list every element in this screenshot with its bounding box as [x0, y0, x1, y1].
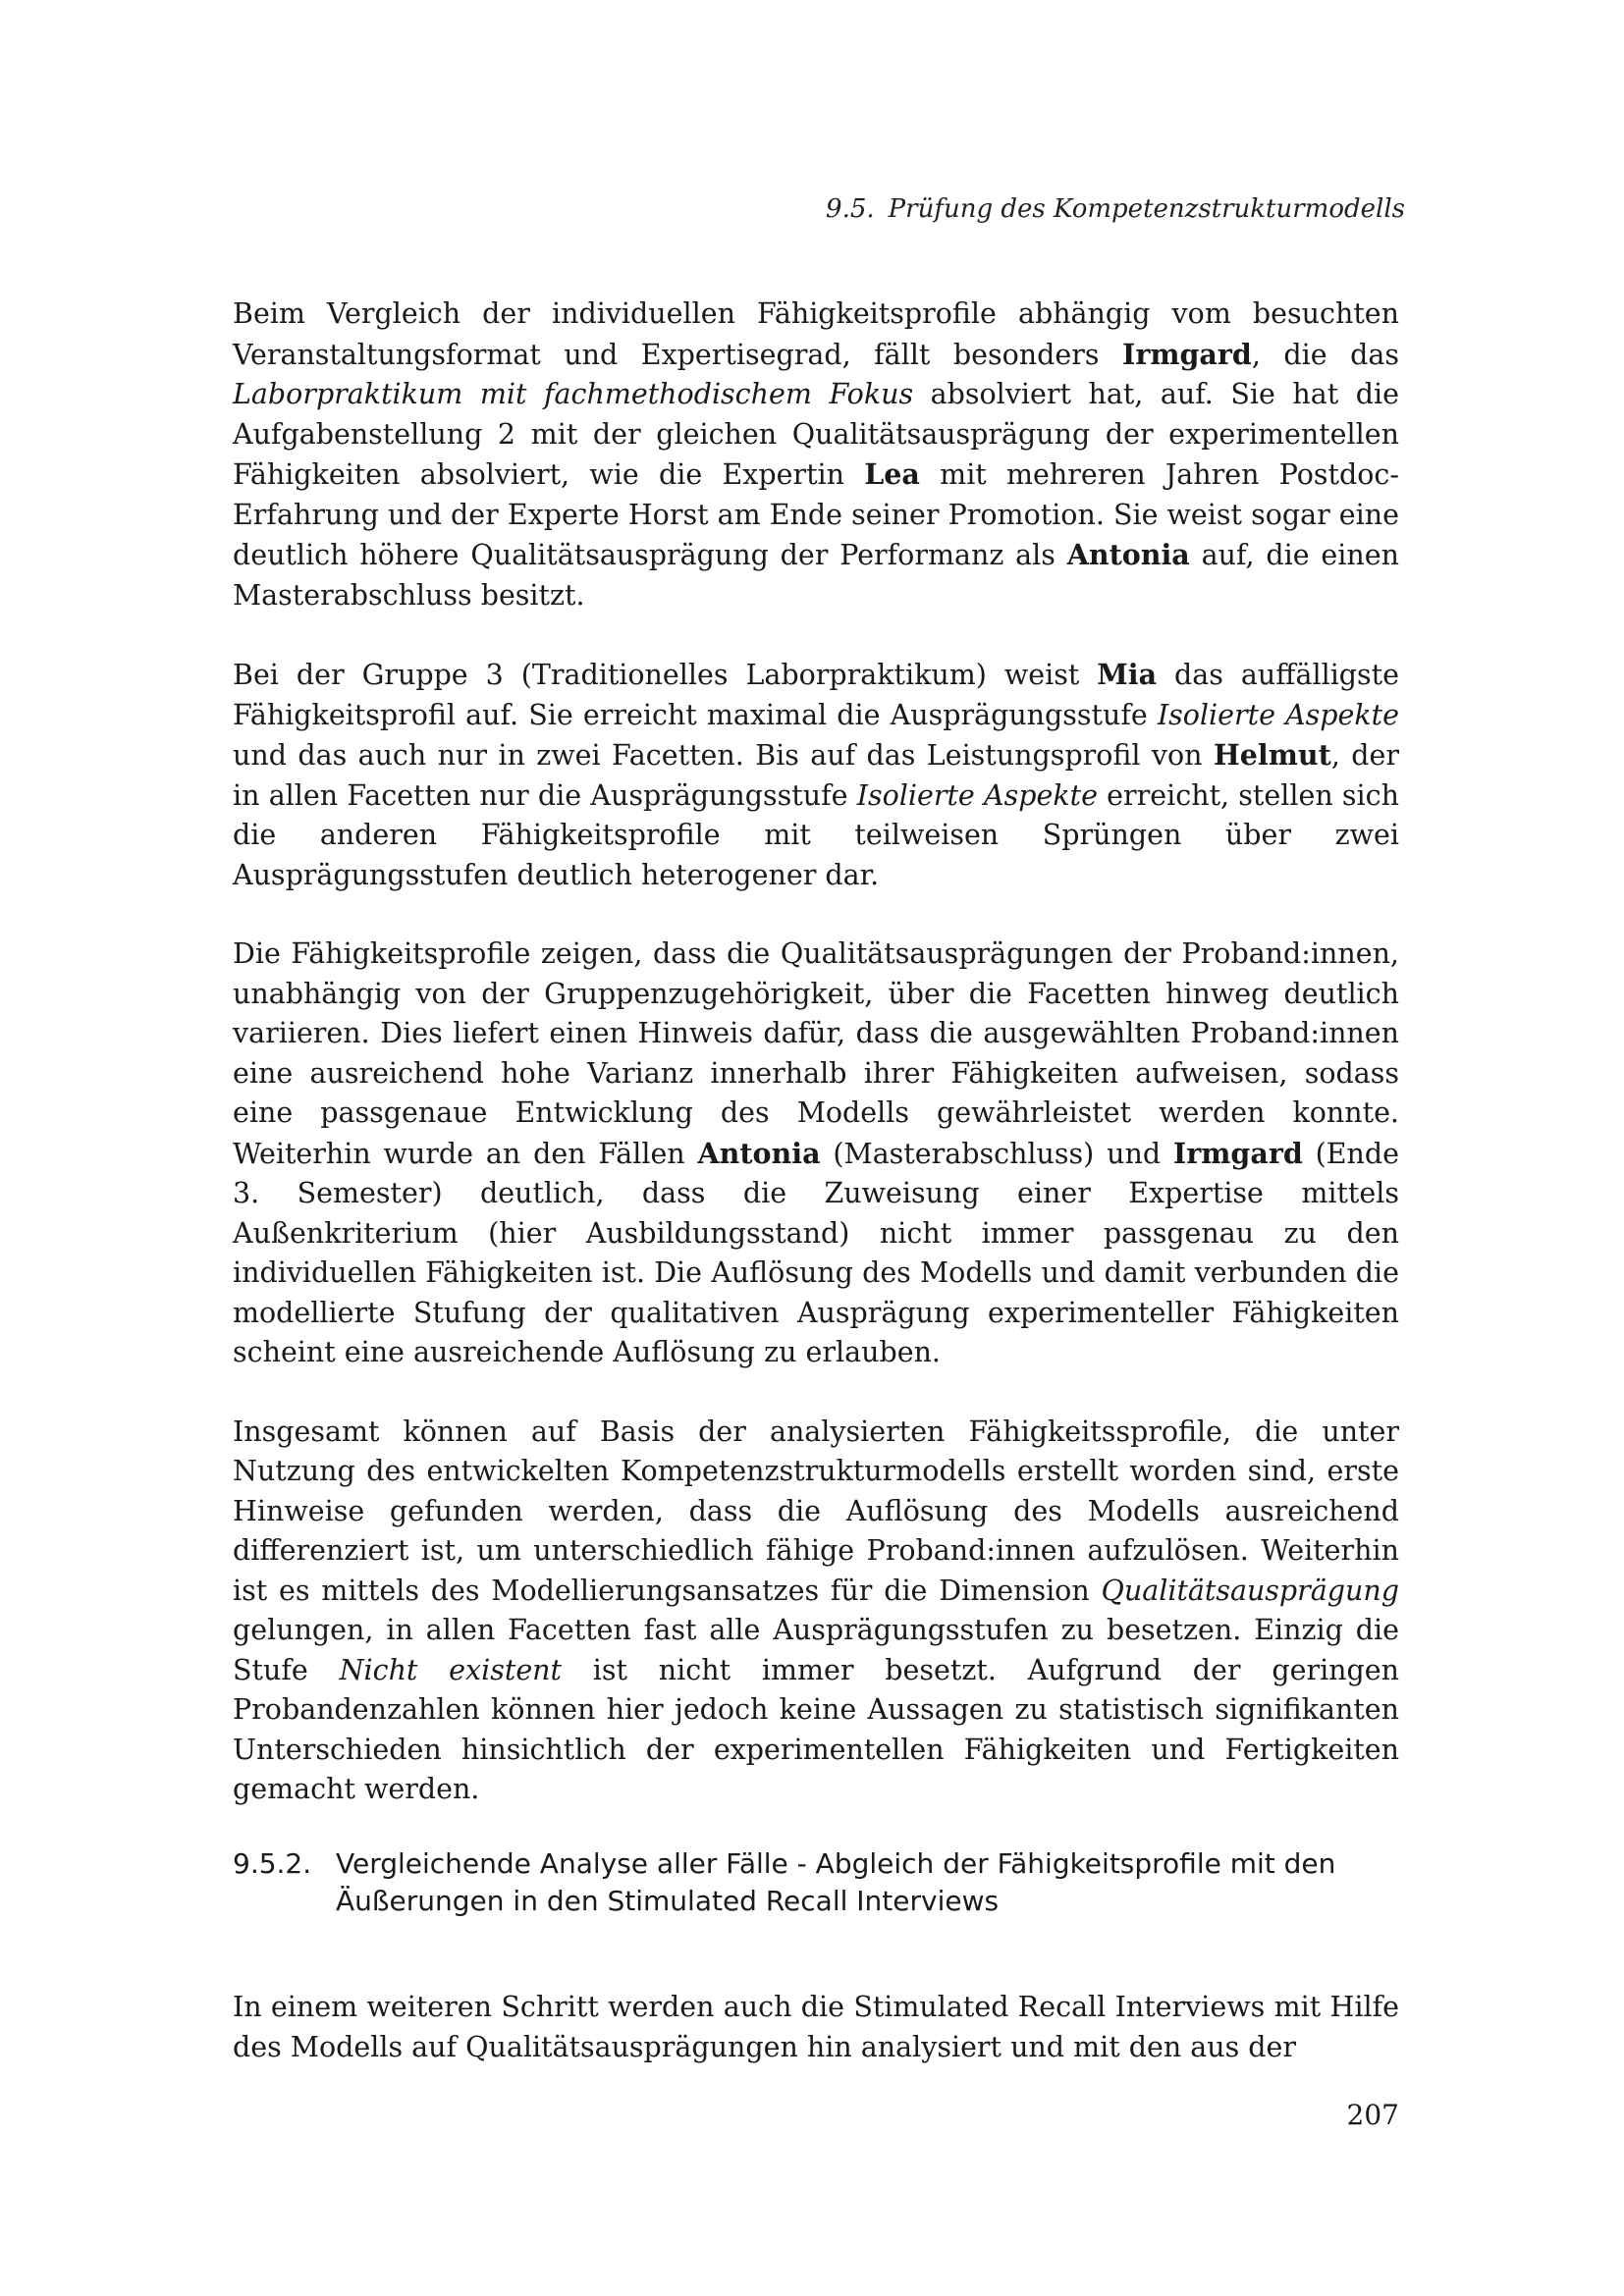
text-run: absolviert hat, auf. Sie hat die Aufgabenstellung 2 mit der gleichen Qualitätsausprägung der experimentellen Fähigkeiten absolviert, wie die Expertin [233, 378, 1400, 491]
emphasis-course-format: Laborpraktikum mit fachmethodischem Fokus [233, 378, 914, 410]
emphasis-dimension: Qualitätsausprägung [1101, 1574, 1399, 1607]
subsection-number: 9.5.2. [233, 1847, 312, 1880]
paragraph-1 [233, 294, 1399, 615]
running-header [826, 194, 1405, 224]
paragraph-3 [233, 934, 1399, 1373]
emphasis-level: Nicht existent [339, 1653, 562, 1686]
text-run: erreicht, stellen sich die anderen Fähigkeitsprofile mit teilweisen Sprüngen über zwei Ausprägungsstufen deutlich heterogener dar. [233, 778, 1399, 891]
text-run: mit mehreren Jahren Postdoc-Erfahrung und der Experte Horst am Ende seiner Promotion. Sie weist sogar eine deutlich höhere Qualitätsausprägung der Performanz als [233, 458, 1399, 571]
text-run: Beim Vergleich der individuellen Fähigkeitsprofile abhängig vom besuchten Veranstaltungsformat und Expertisegrad, fällt besonders [233, 297, 1399, 371]
text-run: ist nicht immer besetzt. Aufgrund der geringen Probandenzahlen können hier jedoch keine Aussagen zu statistisch signifikanten Unterschieden hinsichtlich der experimentellen Fähigkeiten und Fertigkeiten gemacht werden. [233, 1653, 1399, 1805]
subsection-title: Vergleichende Analyse aller Fälle - Abgleich der Fähigkeitsprofile mit den Äußerungen in den Stimulated Recall Interviews [336, 1847, 1336, 1917]
name-antonia: Antonia [1066, 538, 1190, 571]
body-text [233, 294, 1399, 1810]
name-helmut: Helmut [1213, 738, 1331, 772]
continuation-paragraph: In einem weiteren Schritt werden auch die Stimulated Recall Interviews mit Hilfe des Modells auf Qualitätsausprägungen hin analysiert und mit den aus der [233, 1991, 1399, 2063]
paragraph-2 [233, 655, 1399, 895]
text-run: und das auch nur in zwei Facetten. Bis auf das Leistungsprofil von [233, 739, 1214, 772]
name-lea: Lea [864, 457, 920, 491]
paragraph-4 [233, 1413, 1399, 1810]
text-run: Die Fähigkeitsprofile zeigen, dass die Qualitätsausprägungen der Proband:innen, unabhängig von der Gruppenzugehörigkeit, über die Facetten hinweg deutlich variieren. Dies liefert einen Hinweis dafür, dass die ausgewählten Proband:innen eine ausreichend hohe Varianz innerhalb ihrer Fähigkeiten aufweisen, sodass eine passgenaue Entwicklung des Modells gewährleistet werden konnte. Weiterhin wurde an den Fällen [233, 937, 1399, 1170]
name-antonia: Antonia [697, 1136, 821, 1170]
text-run: auf, die einen Masterabschluss besitzt. [233, 539, 1399, 612]
subsection-heading [233, 1845, 1399, 1920]
running-header-section-number: 9.5. [826, 194, 875, 224]
emphasis-level: Isolierte Aspekte [856, 778, 1098, 812]
name-irmgard: Irmgard [1121, 337, 1252, 371]
text-run: (Masterabschluss) und [820, 1137, 1173, 1170]
text-run: gelungen, in allen Facetten fast alle Ausprägungsstufen zu besetzen. Einzig die Stufe [233, 1614, 1399, 1686]
emphasis-level: Isolierte Aspekte [1157, 698, 1399, 731]
text-run: (Ende 3. Semester) deutlich, dass die Zuweisung einer Expertise mittels Außenkriterium (hier Ausbildungsstand) nicht immer passgenau zu den individuellen Fähigkeiten ist. Die Auflösung des Modells und damit verbunden die modellierte Stufung der qualitativen Ausprägung experimenteller Fähigkeiten scheint eine ausreichende Auflösung zu erlauben. [233, 1137, 1399, 1368]
name-irmgard: Irmgard [1172, 1136, 1303, 1170]
name-mia: Mia [1097, 658, 1158, 691]
running-header-section-title: Prüfung des Kompetenzstrukturmodells [888, 194, 1405, 224]
text-run: Insgesamt können auf Basis der analysierten Fähigkeitssprofile, die unter Nutzung des entwickelten Kompetenzstrukturmodells erstellt worden sind, erste Hinweise gefunden werden, dass die Auflösung des Modells ausreichend differenziert ist, um unterschiedlich fähige Proband:innen aufzulösen. Weiterhin ist es mittels des Modellierungsansatzes für die Dimension [233, 1415, 1399, 1607]
text-run: , der in allen Facetten nur die Ausprägungsstufe [233, 739, 1399, 812]
text-run: Bei der Gruppe 3 (Traditionelles Laborpraktikum) weist [233, 659, 1098, 691]
text-run: , die das [1251, 338, 1399, 371]
page-number: 207 [1346, 2099, 1399, 2131]
text-run: das auffälligste Fähigkeitsprofil auf. Sie erreicht maximal die Ausprägungsstufe [233, 659, 1399, 731]
